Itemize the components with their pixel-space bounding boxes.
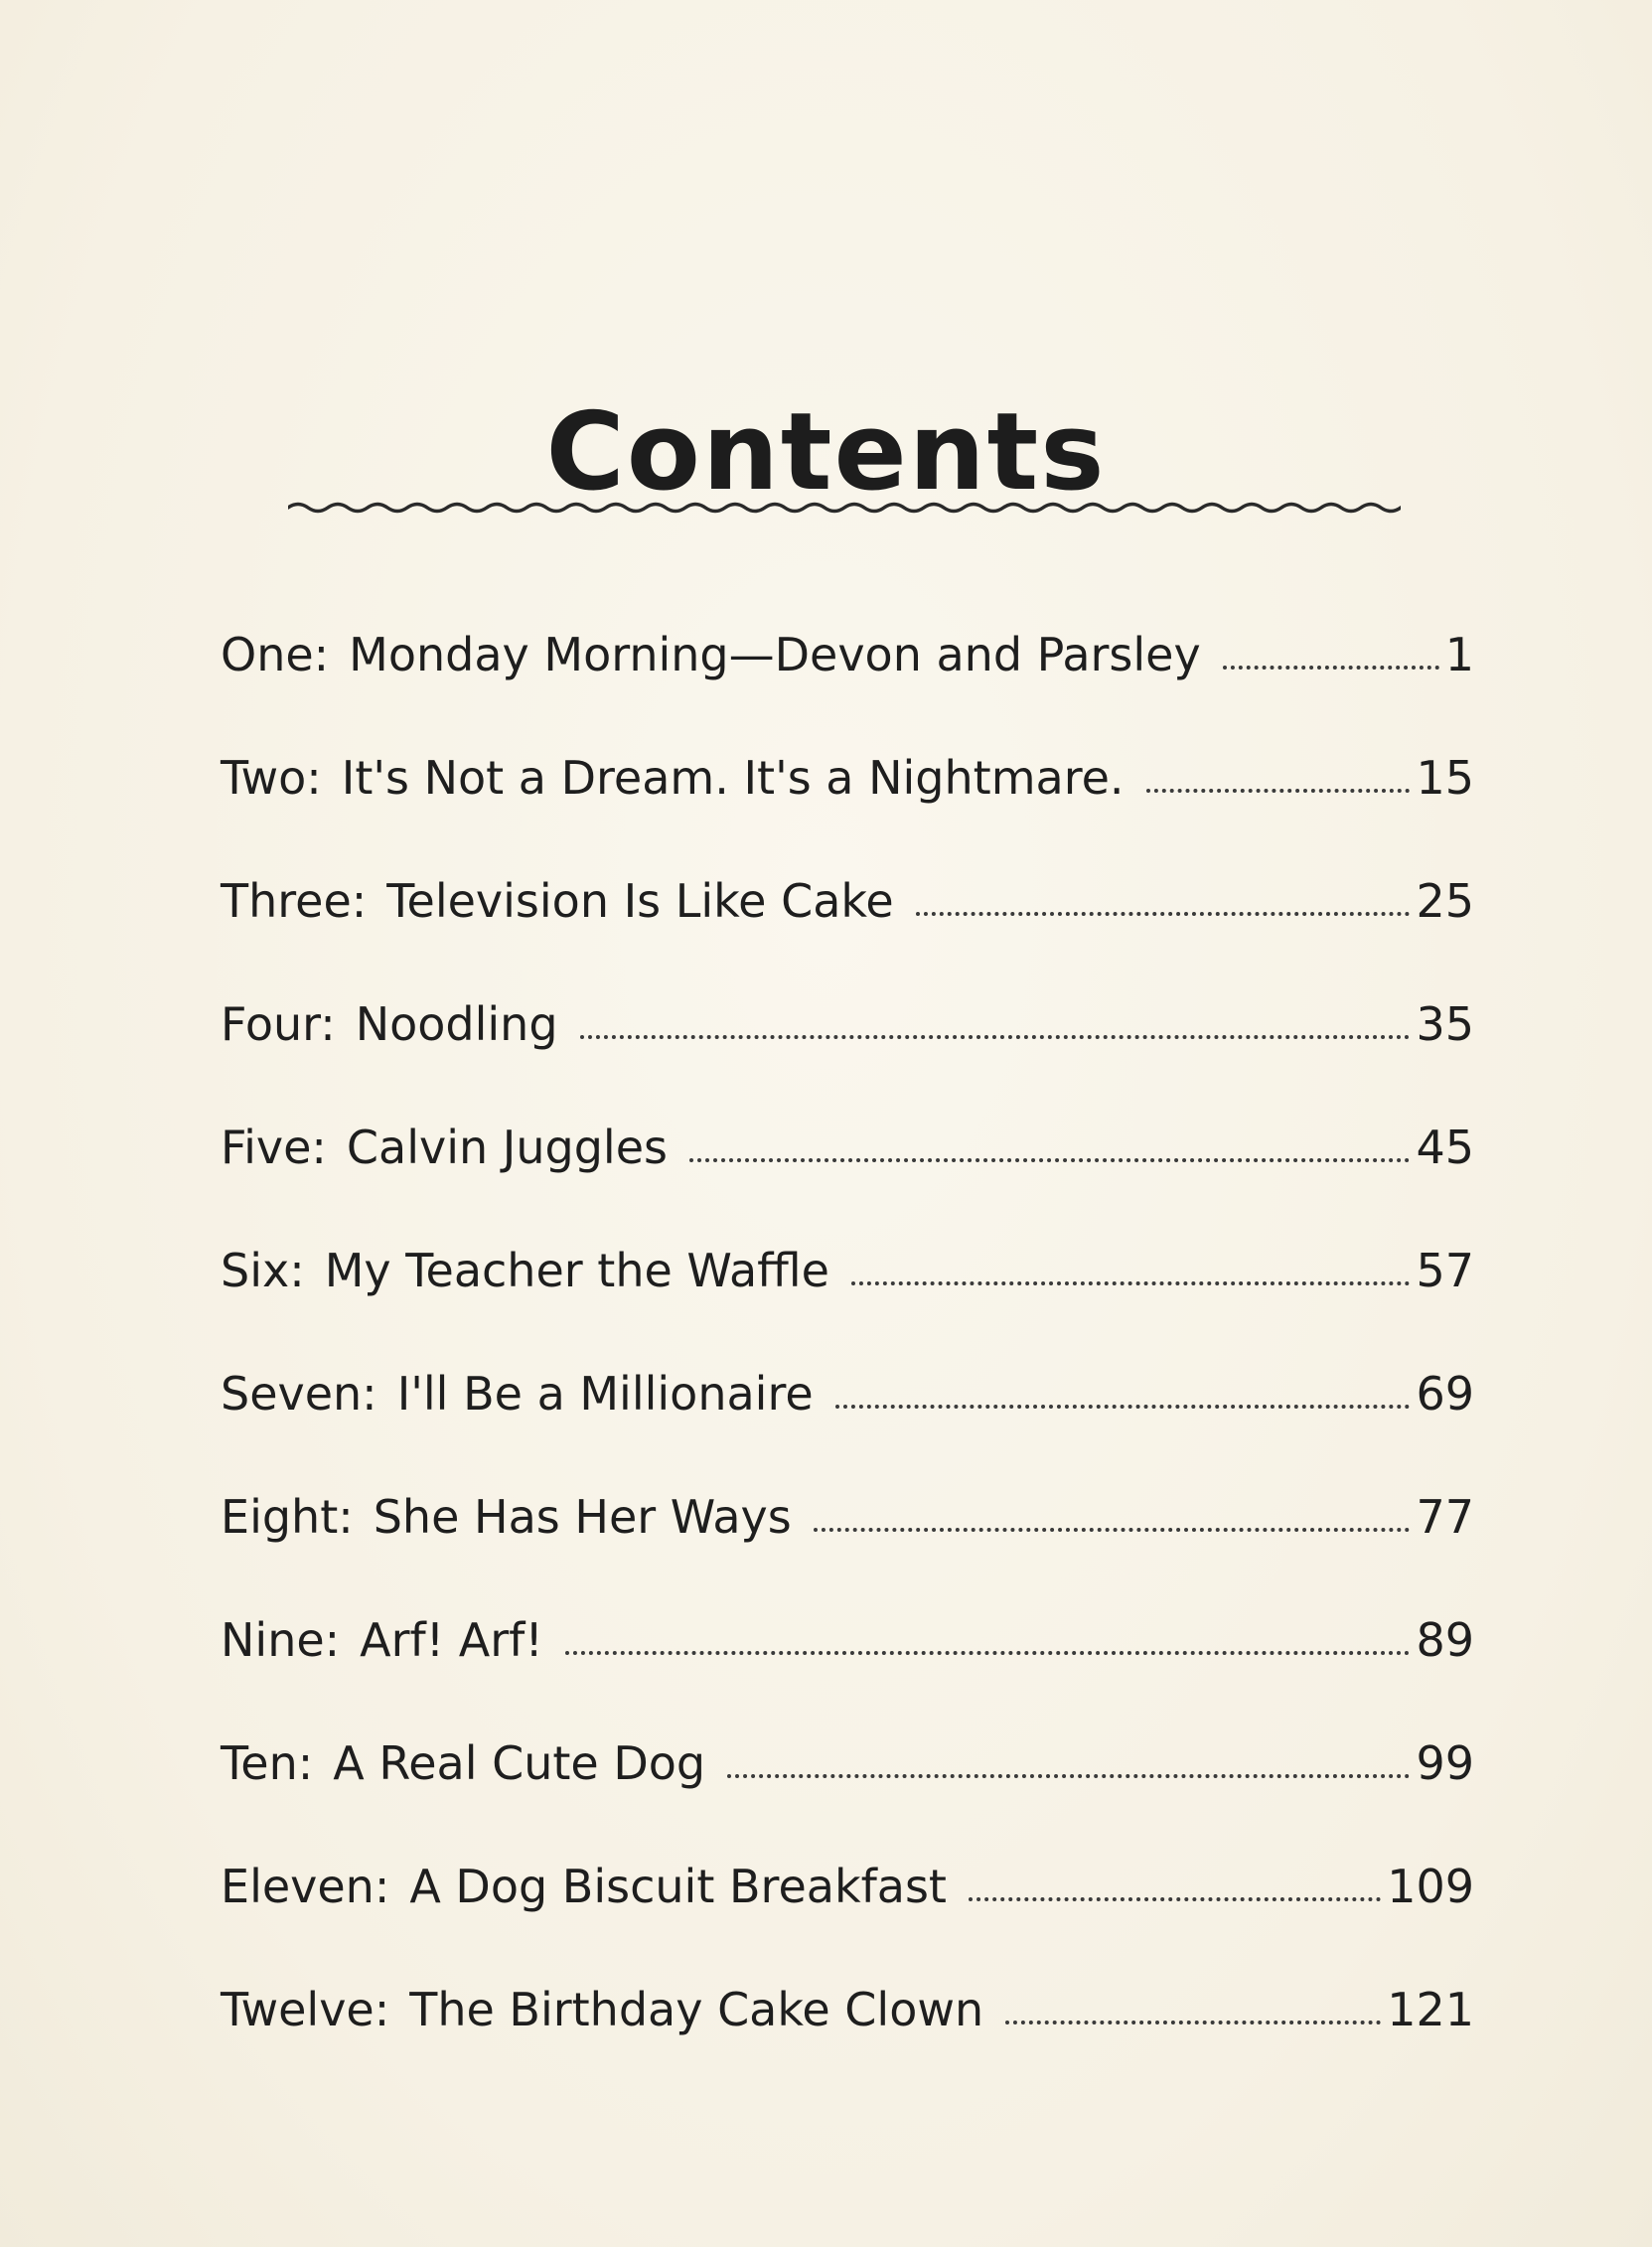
dot-leader: [969, 1897, 1381, 1901]
toc-entry-4[interactable]: [221, 944, 1474, 1067]
chapter-title: The Birthday Cake Clown: [409, 1983, 984, 2036]
page-number: 1: [1444, 628, 1474, 681]
chapter-title: Calvin Juggles: [346, 1121, 668, 1174]
chapter-title: Monday Morning—Devon and Parsley: [349, 628, 1201, 681]
chapter-title: Television Is Like Cake: [386, 874, 894, 928]
page-number: 69: [1416, 1367, 1474, 1421]
wavy-divider: [288, 492, 1401, 524]
toc-entry-2[interactable]: [221, 697, 1474, 821]
dot-leader: [835, 1405, 1411, 1409]
chapter-number: Eleven:: [221, 1860, 390, 1913]
page-number: 121: [1387, 1983, 1474, 2036]
page-number: 15: [1416, 751, 1474, 805]
chapter-number: One:: [221, 628, 330, 681]
toc-entry-5[interactable]: [221, 1067, 1474, 1190]
chapter-title: A Dog Biscuit Breakfast: [409, 1860, 947, 1913]
page-number: 109: [1387, 1860, 1474, 1913]
toc-entry-1[interactable]: [221, 574, 1474, 697]
dot-leader: [689, 1158, 1410, 1162]
chapter-number: Four:: [221, 997, 336, 1051]
chapter-number: Nine:: [221, 1613, 341, 1667]
page-title: Contents: [545, 390, 1107, 516]
toc-entry-10[interactable]: [221, 1683, 1474, 1806]
chapter-number: Ten:: [221, 1736, 314, 1790]
chapter-title: A Real Cute Dog: [333, 1736, 706, 1790]
chapter-title: My Teacher the Waffle: [324, 1244, 829, 1297]
chapter-number: Twelve:: [221, 1983, 390, 2036]
chapter-number: Eight:: [221, 1490, 354, 1544]
page-number: 57: [1416, 1244, 1474, 1297]
toc-entry-11[interactable]: [221, 1806, 1474, 1929]
chapter-title: She Has Her Ways: [373, 1490, 792, 1544]
chapter-number: Three:: [221, 874, 368, 928]
chapter-title: Noodling: [355, 997, 558, 1051]
toc-entry-3[interactable]: [221, 821, 1474, 944]
page-number: 35: [1416, 997, 1474, 1051]
dot-leader: [1005, 2021, 1381, 2024]
page-number: 89: [1416, 1613, 1474, 1667]
dot-leader: [851, 1281, 1411, 1285]
toc-entry-9[interactable]: [221, 1560, 1474, 1683]
chapter-number: Two:: [221, 751, 322, 805]
toc-entry-8[interactable]: [221, 1436, 1474, 1560]
toc-entry-7[interactable]: [221, 1313, 1474, 1436]
chapter-number: Five:: [221, 1121, 327, 1174]
toc-entry-12[interactable]: [221, 1929, 1474, 2052]
chapter-number: Six:: [221, 1244, 305, 1297]
page-number: 77: [1416, 1490, 1474, 1544]
page-number: 25: [1416, 874, 1474, 928]
dot-leader: [1223, 666, 1439, 670]
chapter-title: Arf! Arf!: [360, 1613, 543, 1667]
dot-leader: [1146, 789, 1411, 793]
page-number: 45: [1416, 1121, 1474, 1174]
dot-leader: [916, 912, 1411, 916]
chapter-title: It's Not a Dream. It's a Nightmare.: [341, 751, 1125, 805]
toc-entry-6[interactable]: [221, 1190, 1474, 1313]
page-number: 99: [1416, 1736, 1474, 1790]
dot-leader: [565, 1651, 1411, 1655]
dot-leader: [814, 1528, 1411, 1532]
dot-leader: [580, 1035, 1411, 1039]
chapter-number: Seven:: [221, 1367, 377, 1421]
chapter-title: I'll Be a Millionaire: [396, 1367, 814, 1421]
dot-leader: [727, 1774, 1410, 1778]
table-of-contents: [221, 574, 1474, 2052]
